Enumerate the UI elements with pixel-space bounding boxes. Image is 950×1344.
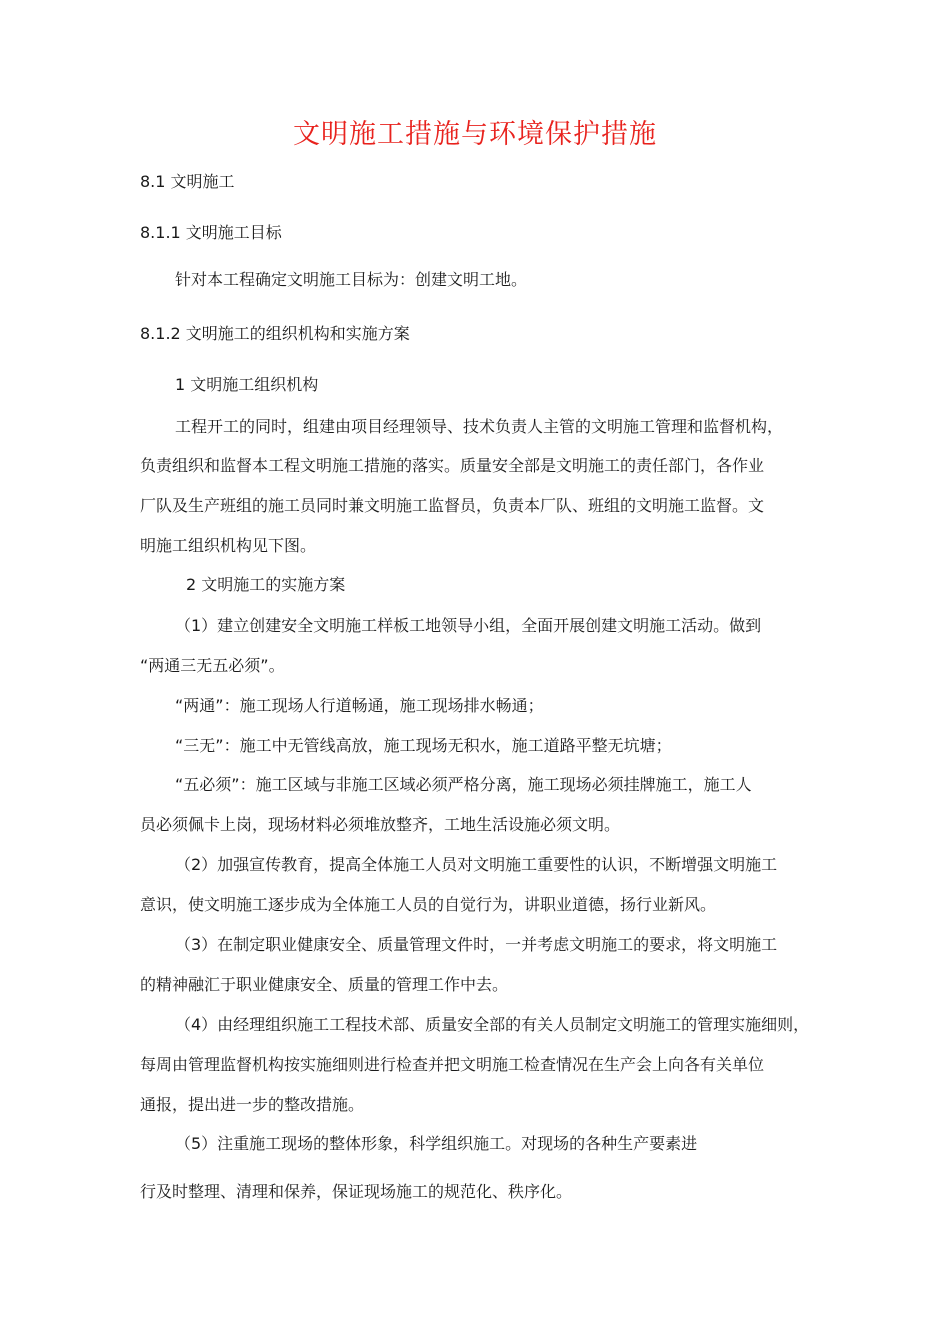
paragraph-line: “三无”：施工中无管线高放，施工现场无积水，施工道路平整无坑塘； xyxy=(175,736,672,755)
subsection-heading-1: 1 文明施工组织机构 xyxy=(175,375,319,394)
paragraph-line: “两通三无五必须”。 xyxy=(140,656,285,675)
subsection-heading-2: 2 文明施工的实施方案 xyxy=(186,575,346,594)
paragraph-line: “两通”：施工现场人行道畅通，施工现场排水畅通； xyxy=(175,696,544,715)
section-heading-8-1-1: 8.1.1 文明施工目标 xyxy=(140,223,282,242)
paragraph-line: （4）由经理组织施工工程技术部、质量安全部的有关人员制定文明施工的管理实施细则， xyxy=(175,1015,810,1034)
paragraph-line: “五必须”：施工区域与非施工区域必须严格分离，施工现场必须挂牌施工，施工人 xyxy=(175,775,752,794)
paragraph-line: 明施工组织机构见下图。 xyxy=(140,536,317,555)
paragraph-line: 每周由管理监督机构按实施细则进行检查并把文明施工检查情况在生产会上向各有关单位 xyxy=(140,1055,765,1074)
paragraph-line: 意识，使文明施工逐步成为全体施工人员的自觉行为，讲职业道德，扬行业新风。 xyxy=(140,895,717,914)
paragraph-line: 的精神融汇于职业健康安全、质量的管理工作中去。 xyxy=(140,975,509,994)
paragraph-line: （1）建立创建安全文明施工样板工地领导小组，全面开展创建文明施工活动。做到 xyxy=(175,616,762,635)
paragraph-line: 工程开工的同时，组建由项目经理领导、技术负责人主管的文明施工管理和监督机构， xyxy=(175,417,784,436)
section-heading-8-1-2: 8.1.2 文明施工的组织机构和实施方案 xyxy=(140,324,410,343)
paragraph-line: 通报，提出进一步的整改措施。 xyxy=(140,1095,365,1114)
paragraph-line: 行及时整理、清理和保养，保证现场施工的规范化、秩序化。 xyxy=(140,1182,573,1201)
paragraph-line: （3）在制定职业健康安全、质量管理文件时，一并考虑文明施工的要求，将文明施工 xyxy=(175,935,778,954)
paragraph-line: （5）注重施工现场的整体形象，科学组织施工。对现场的各种生产要素进 xyxy=(175,1134,698,1153)
paragraph-line: （2）加强宣传教育，提高全体施工人员对文明施工重要性的认识，不断增强文明施工 xyxy=(175,855,778,874)
paragraph-line: 员必须佩卡上岗，现场材料必须堆放整齐，工地生活设施必须文明。 xyxy=(140,815,621,834)
paragraph-line: 厂队及生产班组的施工员同时兼文明施工监督员，负责本厂队、班组的文明施工监督。文 xyxy=(140,496,765,515)
document-title: 文明施工措施与环境保护措施 xyxy=(293,119,657,150)
paragraph-line: 针对本工程确定文明施工目标为：创建文明工地。 xyxy=(175,270,528,289)
section-heading-8-1: 8.1 文明施工 xyxy=(140,172,235,191)
paragraph-line: 负责组织和监督本工程文明施工措施的落实。质量安全部是文明施工的责任部门，各作业 xyxy=(140,456,765,475)
